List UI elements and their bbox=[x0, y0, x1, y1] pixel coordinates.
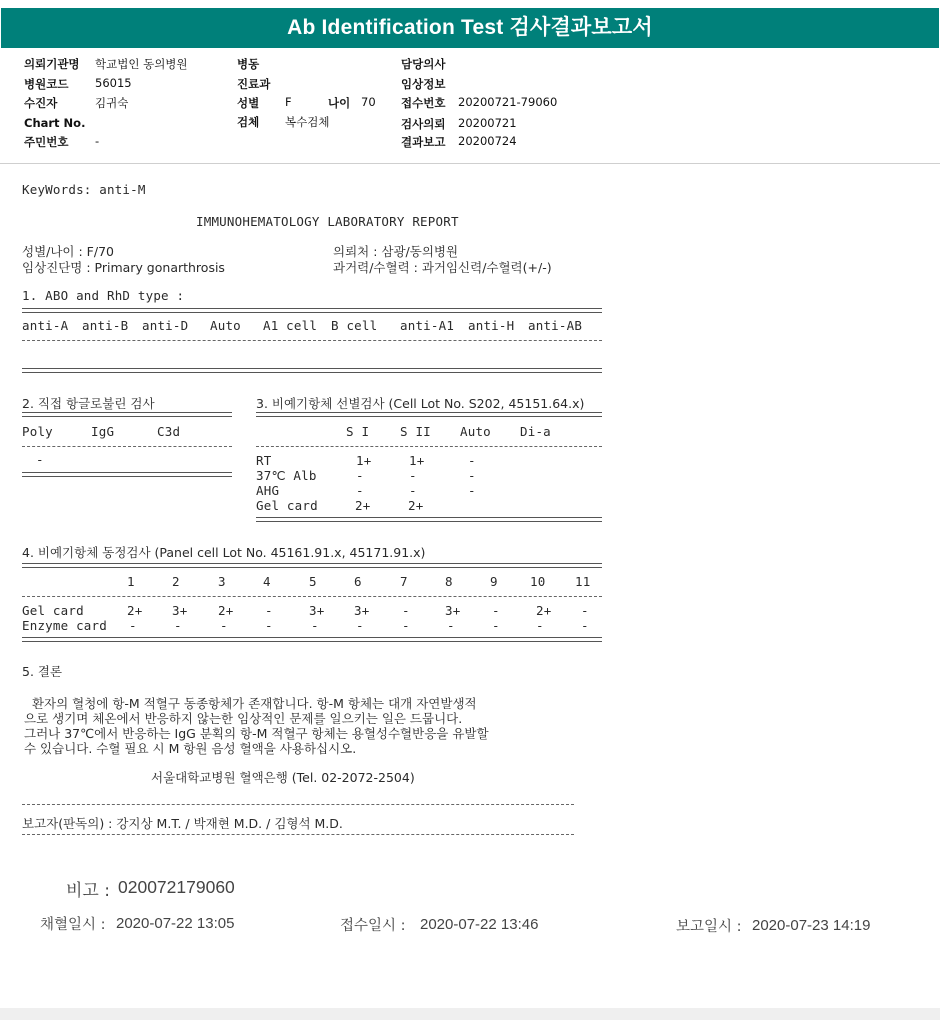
panel-col: 1 bbox=[127, 574, 135, 589]
divider bbox=[22, 412, 232, 417]
lab-report-title: IMMUNOHEMATOLOGY LABORATORY REPORT bbox=[196, 214, 459, 229]
conclusion-line: 그러나 37℃에서 반응하는 IgG 분획의 항-M 적혈구 항체는 용혈성수혈반응을 유발할 bbox=[24, 726, 489, 741]
panel-col: 6 bbox=[354, 574, 362, 589]
screen-cell: 1+ bbox=[409, 453, 425, 468]
panel-cell: - bbox=[129, 618, 137, 633]
reporter-line: 보고자(판독의) : 강지상 M.T. / 박재현 M.D. / 김형석 M.D. bbox=[22, 816, 343, 831]
dat-col: Poly bbox=[22, 424, 53, 439]
panel-cell: - bbox=[581, 618, 589, 633]
screen-row-label: RT bbox=[256, 453, 272, 468]
panel-cell: - bbox=[311, 618, 319, 633]
abo-col: anti-A1 bbox=[400, 318, 455, 333]
request-value: 20200721 bbox=[458, 116, 517, 130]
section1-title: 1. ABO and RhD type : bbox=[22, 288, 185, 303]
conclusion-line: 환자의 혈청에 항-M 적혈구 동종항체가 존재합니다. 항-M 항체는 대개 자연발생적 bbox=[24, 696, 477, 711]
specimen-value: 복수검체 bbox=[285, 115, 330, 129]
specimen-label: 검체 bbox=[237, 115, 260, 129]
screen-col: S II bbox=[400, 424, 431, 439]
panel-cell: 2+ bbox=[218, 603, 234, 618]
panel-col: 8 bbox=[445, 574, 453, 589]
screen-cell: - bbox=[468, 468, 476, 483]
panel-cell: - bbox=[581, 603, 589, 618]
abo-col: anti-H bbox=[468, 318, 515, 333]
note-label: 비고 : bbox=[66, 881, 110, 901]
collect-label: 채혈일시 : bbox=[40, 917, 106, 933]
divider bbox=[22, 563, 602, 568]
panel-cell: - bbox=[402, 603, 410, 618]
ward-label: 병동 bbox=[237, 57, 260, 71]
receipt-value: 20200721-79060 bbox=[458, 95, 558, 109]
conclusion-line: 수 있습니다. 수혈 필요 시 M 항원 음성 혈액을 사용하십시오. bbox=[24, 741, 357, 756]
panel-col: 9 bbox=[490, 574, 498, 589]
resident-value: - bbox=[95, 134, 100, 148]
panel-cell: 3+ bbox=[445, 603, 461, 618]
screen-cell: - bbox=[468, 453, 476, 468]
receive-value: 2020-07-22 13:46 bbox=[420, 916, 539, 933]
keywords: KeyWords: anti-M bbox=[22, 182, 146, 197]
screen-cell: - bbox=[356, 483, 364, 498]
receive-label: 접수일시 : bbox=[340, 918, 406, 934]
panel-cell: - bbox=[492, 603, 500, 618]
institution-value: 학교법인 동의병원 bbox=[95, 57, 188, 71]
dat-value: - bbox=[36, 452, 44, 467]
report-time-value: 2020-07-23 14:19 bbox=[752, 917, 871, 934]
sex-value: F bbox=[285, 95, 292, 109]
header-divider bbox=[0, 163, 940, 164]
requester-line: 의뢰처 : 삼광/동의병원 bbox=[333, 244, 459, 259]
screen-col: Auto bbox=[460, 424, 491, 439]
hospital-code-label: 병원코드 bbox=[24, 77, 69, 91]
panel-cell: - bbox=[220, 618, 228, 633]
age-label: 나이 bbox=[328, 96, 351, 110]
screen-cell: - bbox=[409, 483, 417, 498]
abo-col: anti-A bbox=[22, 318, 69, 333]
screen-cell: - bbox=[409, 468, 417, 483]
screen-cell: - bbox=[468, 483, 476, 498]
report-value: 20200724 bbox=[458, 134, 517, 148]
screen-cell: - bbox=[356, 468, 364, 483]
divider bbox=[22, 637, 602, 642]
screen-cell: 1+ bbox=[356, 453, 372, 468]
report-title: Ab Identification Test 검사결과보고서 bbox=[1, 8, 939, 48]
section5-title: 5. 결론 bbox=[22, 664, 63, 679]
dat-col: C3d bbox=[157, 424, 181, 439]
divider bbox=[22, 308, 602, 313]
panel-cell: - bbox=[402, 618, 410, 633]
panel-cell: - bbox=[536, 618, 544, 633]
patient-label: 수진자 bbox=[24, 96, 58, 110]
abo-col: A1 cell bbox=[263, 318, 318, 333]
panel-col: 4 bbox=[263, 574, 271, 589]
divider bbox=[22, 446, 232, 447]
history-line: 과거력/수혈력 : 과거임신력/수혈력(+/-) bbox=[333, 260, 552, 275]
screen-cell: 2+ bbox=[355, 498, 371, 513]
report-label: 결과보고 bbox=[401, 135, 446, 149]
divider bbox=[22, 368, 602, 373]
panel-cell: 3+ bbox=[354, 603, 370, 618]
panel-cell: - bbox=[265, 618, 273, 633]
receipt-label: 접수번호 bbox=[401, 96, 446, 110]
doctor-label: 담당의사 bbox=[401, 57, 446, 71]
panel-cell: - bbox=[447, 618, 455, 633]
clinical-label: 임상정보 bbox=[401, 77, 446, 91]
age-value: 70 bbox=[361, 95, 376, 109]
diagnosis-line: 임상진단명 : Primary gonarthrosis bbox=[22, 260, 225, 275]
panel-col: 11 bbox=[575, 574, 591, 589]
collect-value: 2020-07-22 13:05 bbox=[116, 915, 235, 932]
panel-cell: - bbox=[265, 603, 273, 618]
divider bbox=[256, 412, 602, 417]
panel-col: 3 bbox=[218, 574, 226, 589]
divider bbox=[22, 804, 574, 805]
panel-cell: - bbox=[174, 618, 182, 633]
request-label: 검사의뢰 bbox=[401, 117, 446, 131]
conclusion-line: 으로 생기며 체온에서 반응하지 않는한 임상적인 문제를 일으키는 일은 드뭅니다. bbox=[24, 711, 463, 726]
institution-label: 의뢰기관명 bbox=[24, 57, 80, 71]
divider bbox=[22, 472, 232, 477]
section2-title: 2. 직접 항글로불린 검사 bbox=[22, 396, 155, 411]
section4-title: 4. 비예기항체 동정검사 (Panel cell Lot No. 45161.91.x, 45171.91.x) bbox=[22, 545, 426, 560]
patient-value: 김귀숙 bbox=[95, 96, 129, 110]
dept-label: 진료과 bbox=[237, 77, 271, 91]
panel-cell: 3+ bbox=[309, 603, 325, 618]
abo-col: anti-D bbox=[142, 318, 189, 333]
panel-cell: 3+ bbox=[172, 603, 188, 618]
sex-label: 성별 bbox=[237, 96, 260, 110]
panel-cell: - bbox=[356, 618, 364, 633]
screen-cell: 2+ bbox=[408, 498, 424, 513]
chart-label: Chart No. bbox=[24, 116, 86, 130]
blood-bank-line: 서울대학교병원 혈액은행 (Tel. 02-2072-2504) bbox=[151, 770, 415, 785]
sex-age-line: 성별/나이 : F/70 bbox=[22, 244, 114, 259]
panel-col: 7 bbox=[400, 574, 408, 589]
panel-col: 5 bbox=[309, 574, 317, 589]
screen-row-label: AHG bbox=[256, 483, 280, 498]
panel-row-label: Gel card bbox=[22, 603, 84, 618]
note-value: 020072179060 bbox=[118, 877, 235, 897]
hospital-code-value: 56015 bbox=[95, 76, 132, 90]
section3-title: 3. 비예기항체 선별검사 (Cell Lot No. S202, 45151.64.x) bbox=[256, 396, 585, 411]
divider bbox=[22, 596, 602, 597]
screen-row-label: Gel card bbox=[256, 498, 318, 513]
panel-col: 2 bbox=[172, 574, 180, 589]
panel-cell: 2+ bbox=[536, 603, 552, 618]
panel-col: 10 bbox=[530, 574, 546, 589]
panel-cell: 2+ bbox=[127, 603, 143, 618]
abo-col: anti-AB bbox=[528, 318, 583, 333]
screen-row-label: 37℃ Alb bbox=[256, 468, 317, 483]
panel-row-label: Enzyme card bbox=[22, 618, 107, 633]
abo-col: B cell bbox=[331, 318, 378, 333]
abo-col: Auto bbox=[210, 318, 241, 333]
abo-col: anti-B bbox=[82, 318, 129, 333]
divider bbox=[256, 517, 602, 522]
screen-col: S I bbox=[346, 424, 370, 439]
resident-label: 주민번호 bbox=[24, 135, 69, 149]
dat-col: IgG bbox=[91, 424, 115, 439]
divider bbox=[22, 834, 574, 835]
divider bbox=[256, 446, 602, 447]
report-time-label: 보고일시 : bbox=[676, 919, 742, 935]
panel-cell: - bbox=[492, 618, 500, 633]
divider bbox=[22, 340, 602, 341]
screen-col: Di-a bbox=[520, 424, 551, 439]
bottom-bar bbox=[0, 1008, 940, 1020]
